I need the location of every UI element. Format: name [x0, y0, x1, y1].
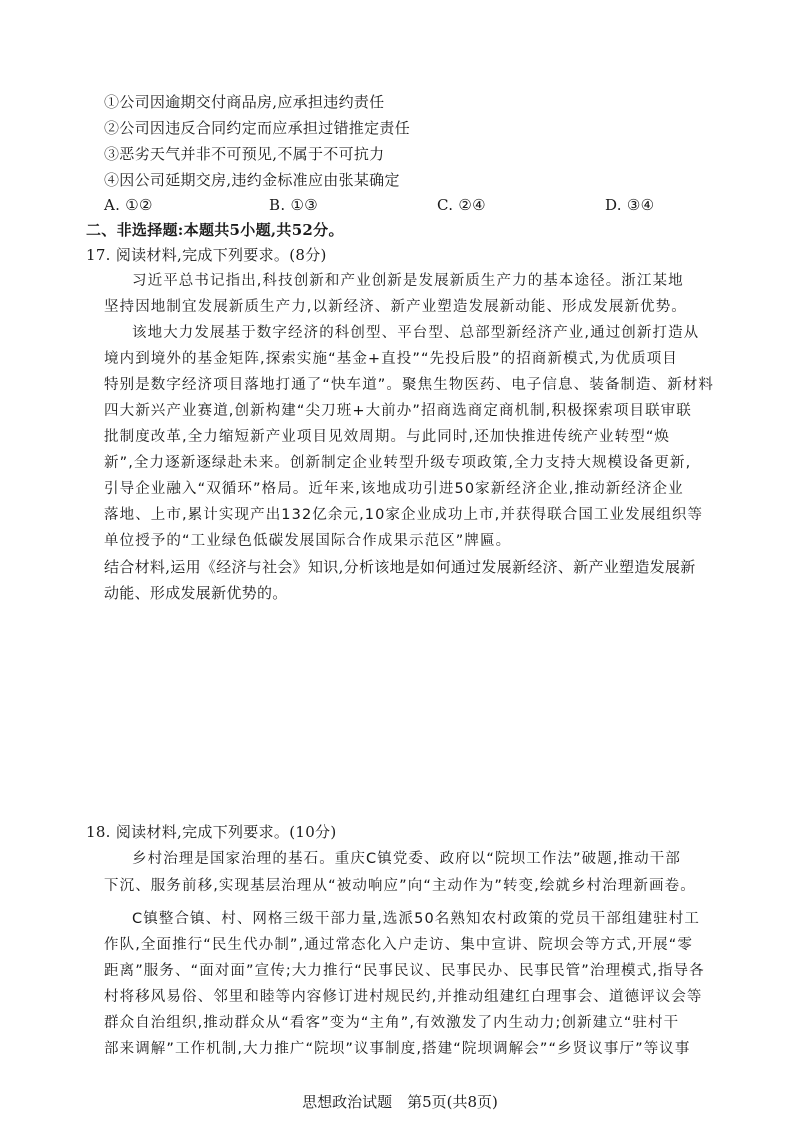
option-3: ③恶劣天气并非不可预见,不属于不可抗力 [104, 145, 385, 163]
page-footer: 思想政治试题 第5页(共8页) [302, 1093, 498, 1111]
q17-material-line: 新”,全力逐新逐绿赴未来。创新制定企业转型升级专项政策,全力支持大规模设备更新, [104, 455, 692, 471]
q17-material-line: 引导企业融入“双循环”格局。近年来,该地成功引进50家新经济企业,推动新经济企业 [104, 481, 684, 497]
option-2: ②公司因违反合同约定而应承担过错推定责任 [104, 119, 411, 137]
q18-material-line: 下沉、服务前移,实现基层治理从“被动响应”向“主动作为”转变,绘就乡村治理新画卷。 [104, 878, 696, 894]
q17-material-line: 坚持因地制宜发展新质生产力,以新经济、新产业塑造发展新动能、形成发展新优势。 [104, 299, 687, 315]
q17-material-line: 特别是数字经济项目落地打通了“快车道”。聚焦生物医药、电子信息、装备制造、新材料 [104, 377, 715, 393]
choice-b: B. ①③ [269, 196, 318, 214]
q18-header: 18. 阅读材料,完成下列要求。(10分) [86, 823, 337, 841]
choice-c: C. ②④ [437, 196, 486, 214]
q18-material-line: 群众自治组织,推动群众从“看客”变为“主角”,有效激发了内生动力;创新建立“驻村干 [104, 1015, 680, 1031]
q17-material-line: 该地大力发展基于数字经济的科创型、平台型、总部型新经济产业,通过创新打造从 [132, 325, 700, 341]
q17-material-line: 单位授予的“工业绿色低碳发展国际合作成果示范区”牌匾。 [104, 533, 512, 549]
q17-header: 17. 阅读材料,完成下列要求。(8分) [86, 246, 327, 264]
section-title: 二、非选择题:本题共5小题,共52分。 [86, 221, 344, 239]
q18-material-line: 村将移风易俗、邻里和睦等内容修订进村规民约,并推动组建红白理事会、道德评议会等 [104, 989, 703, 1005]
choice-a: A. ①② [104, 196, 153, 214]
q18-material-line: 乡村治理是国家治理的基石。重庆C镇党委、政府以“院坝工作法”破题,推动干部 [132, 851, 681, 867]
q17-material-line: 批制度改革,全力缩短新产业项目见效周期。与此同时,还加快推进传统产业转型“焕 [104, 429, 671, 445]
q18-material-line: 作队,全面推行“民生代办制”,通过常态化入户走访、集中宣讲、院坝会等方式,开展“零 [104, 937, 693, 953]
option-4: ④因公司延期交房,违约金标准应由张某确定 [104, 171, 400, 189]
q18-material-line: C镇整合镇、村、网格三级干部力量,选派50名熟知农村政策的党员干部组建驻村工 [132, 911, 700, 927]
q17-question-line: 动能、形成发展新优势的。 [104, 584, 288, 602]
choice-d: D. ③④ [605, 196, 655, 214]
q18-material-line: 部来调解”工作机制,大力推广“院坝”议事制度,搭建“院坝调解会”“乡贤议事厅”等议事 [104, 1041, 691, 1057]
q17-material-line: 境内到境外的基金矩阵,探索实施“基金+直投”“先投后股”的招商新模式,为优质项目 [104, 351, 678, 367]
q17-material-line: 习近平总书记指出,科技创新和产业创新是发展新质生产力的基本途径。浙江某地 [132, 273, 684, 289]
q17-material-line: 四大新兴产业赛道,创新构建“尖刀班+大前办”招商选商定商机制,积极探索项目联审联 [104, 403, 692, 419]
option-1: ①公司因逾期交付商品房,应承担违约责任 [104, 93, 385, 111]
q18-material-line: 距离”服务、“面对面”宣传;大力推行“民事民议、民事民办、民事民管”治理模式,指导各 [104, 963, 705, 979]
q17-material-line: 落地、上市,累计实现产出132亿余元,10家企业成功上市,并获得联合国工业发展组织等 [104, 507, 704, 523]
q17-question-line: 结合材料,运用《经济与社会》知识,分析该地是如何通过发展新经济、新产业塑造发展新 [104, 558, 696, 576]
